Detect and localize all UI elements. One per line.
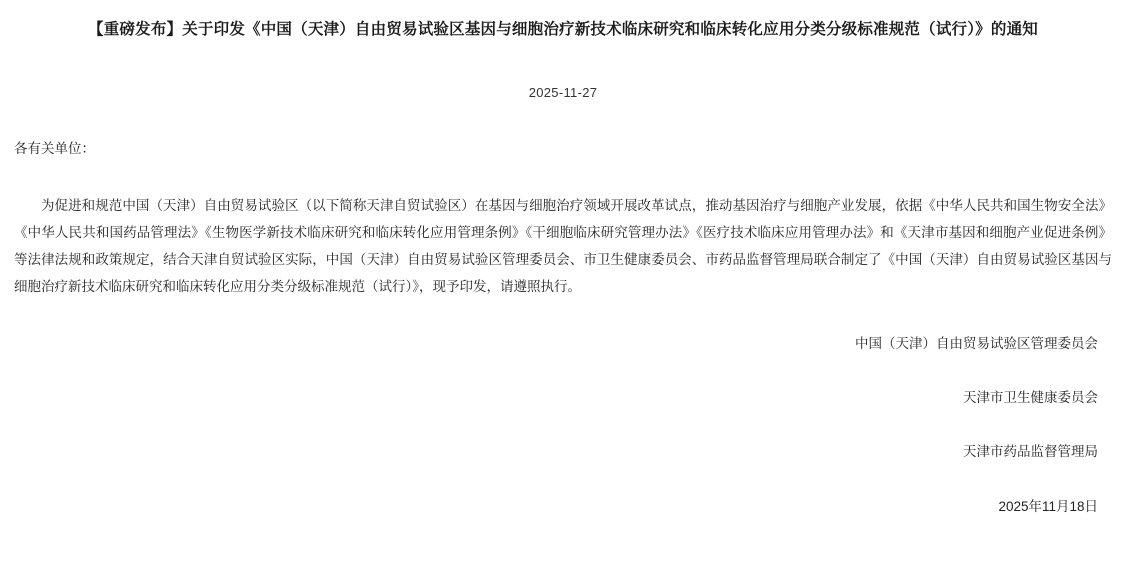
- document-body: [0, 100, 1126, 517]
- signatory-1: 中国（天津）自由贸易试验区管理委员会: [855, 335, 1098, 351]
- signature-block: [14, 300, 1112, 517]
- signatory-3: 天津市药品监督管理局: [963, 444, 1098, 460]
- sign-date: 2025年11月18日: [998, 498, 1098, 514]
- body-paragraph: 为促进和规范中国（天津）自由贸易试验区（以下简称天津自贸试验区）在基因与细胞治疗领域开展改革试点，推动基因治疗与细胞产业发展，依据《中华人民共和国生物安全法》《中华人民共和国药品管理法》《生物医学新技术临床研究和临床转化应用管理条例》《干细胞临床研究管理办法》《医疗技术临床应用管理办法》和《天津市基因和细胞产业促进条例》等法律法规和政策规定，结合天津自贸试验区实际，中国（天津）自由贸易试验区管理委员会、市卫生健康委员会、市药品监督管理局联合制定了《中国（天津）自由贸易试验区基因与细胞治疗新技术临床研究和临床转化应用分类分级标准规范（试行）》，现予印发，请遵照执行。: [14, 197, 1112, 294]
- signatory-2: 天津市卫生健康委员会: [963, 390, 1098, 406]
- salutation: 各有关单位：: [14, 141, 95, 157]
- publish-date: 2025-11-27: [528, 85, 598, 101]
- page-title: 【重磅发布】关于印发《中国（天津）自由贸易试验区基因与细胞治疗新技术临床研究和临床转化应用分类分级标准规范（试行）》的通知: [88, 21, 1038, 38]
